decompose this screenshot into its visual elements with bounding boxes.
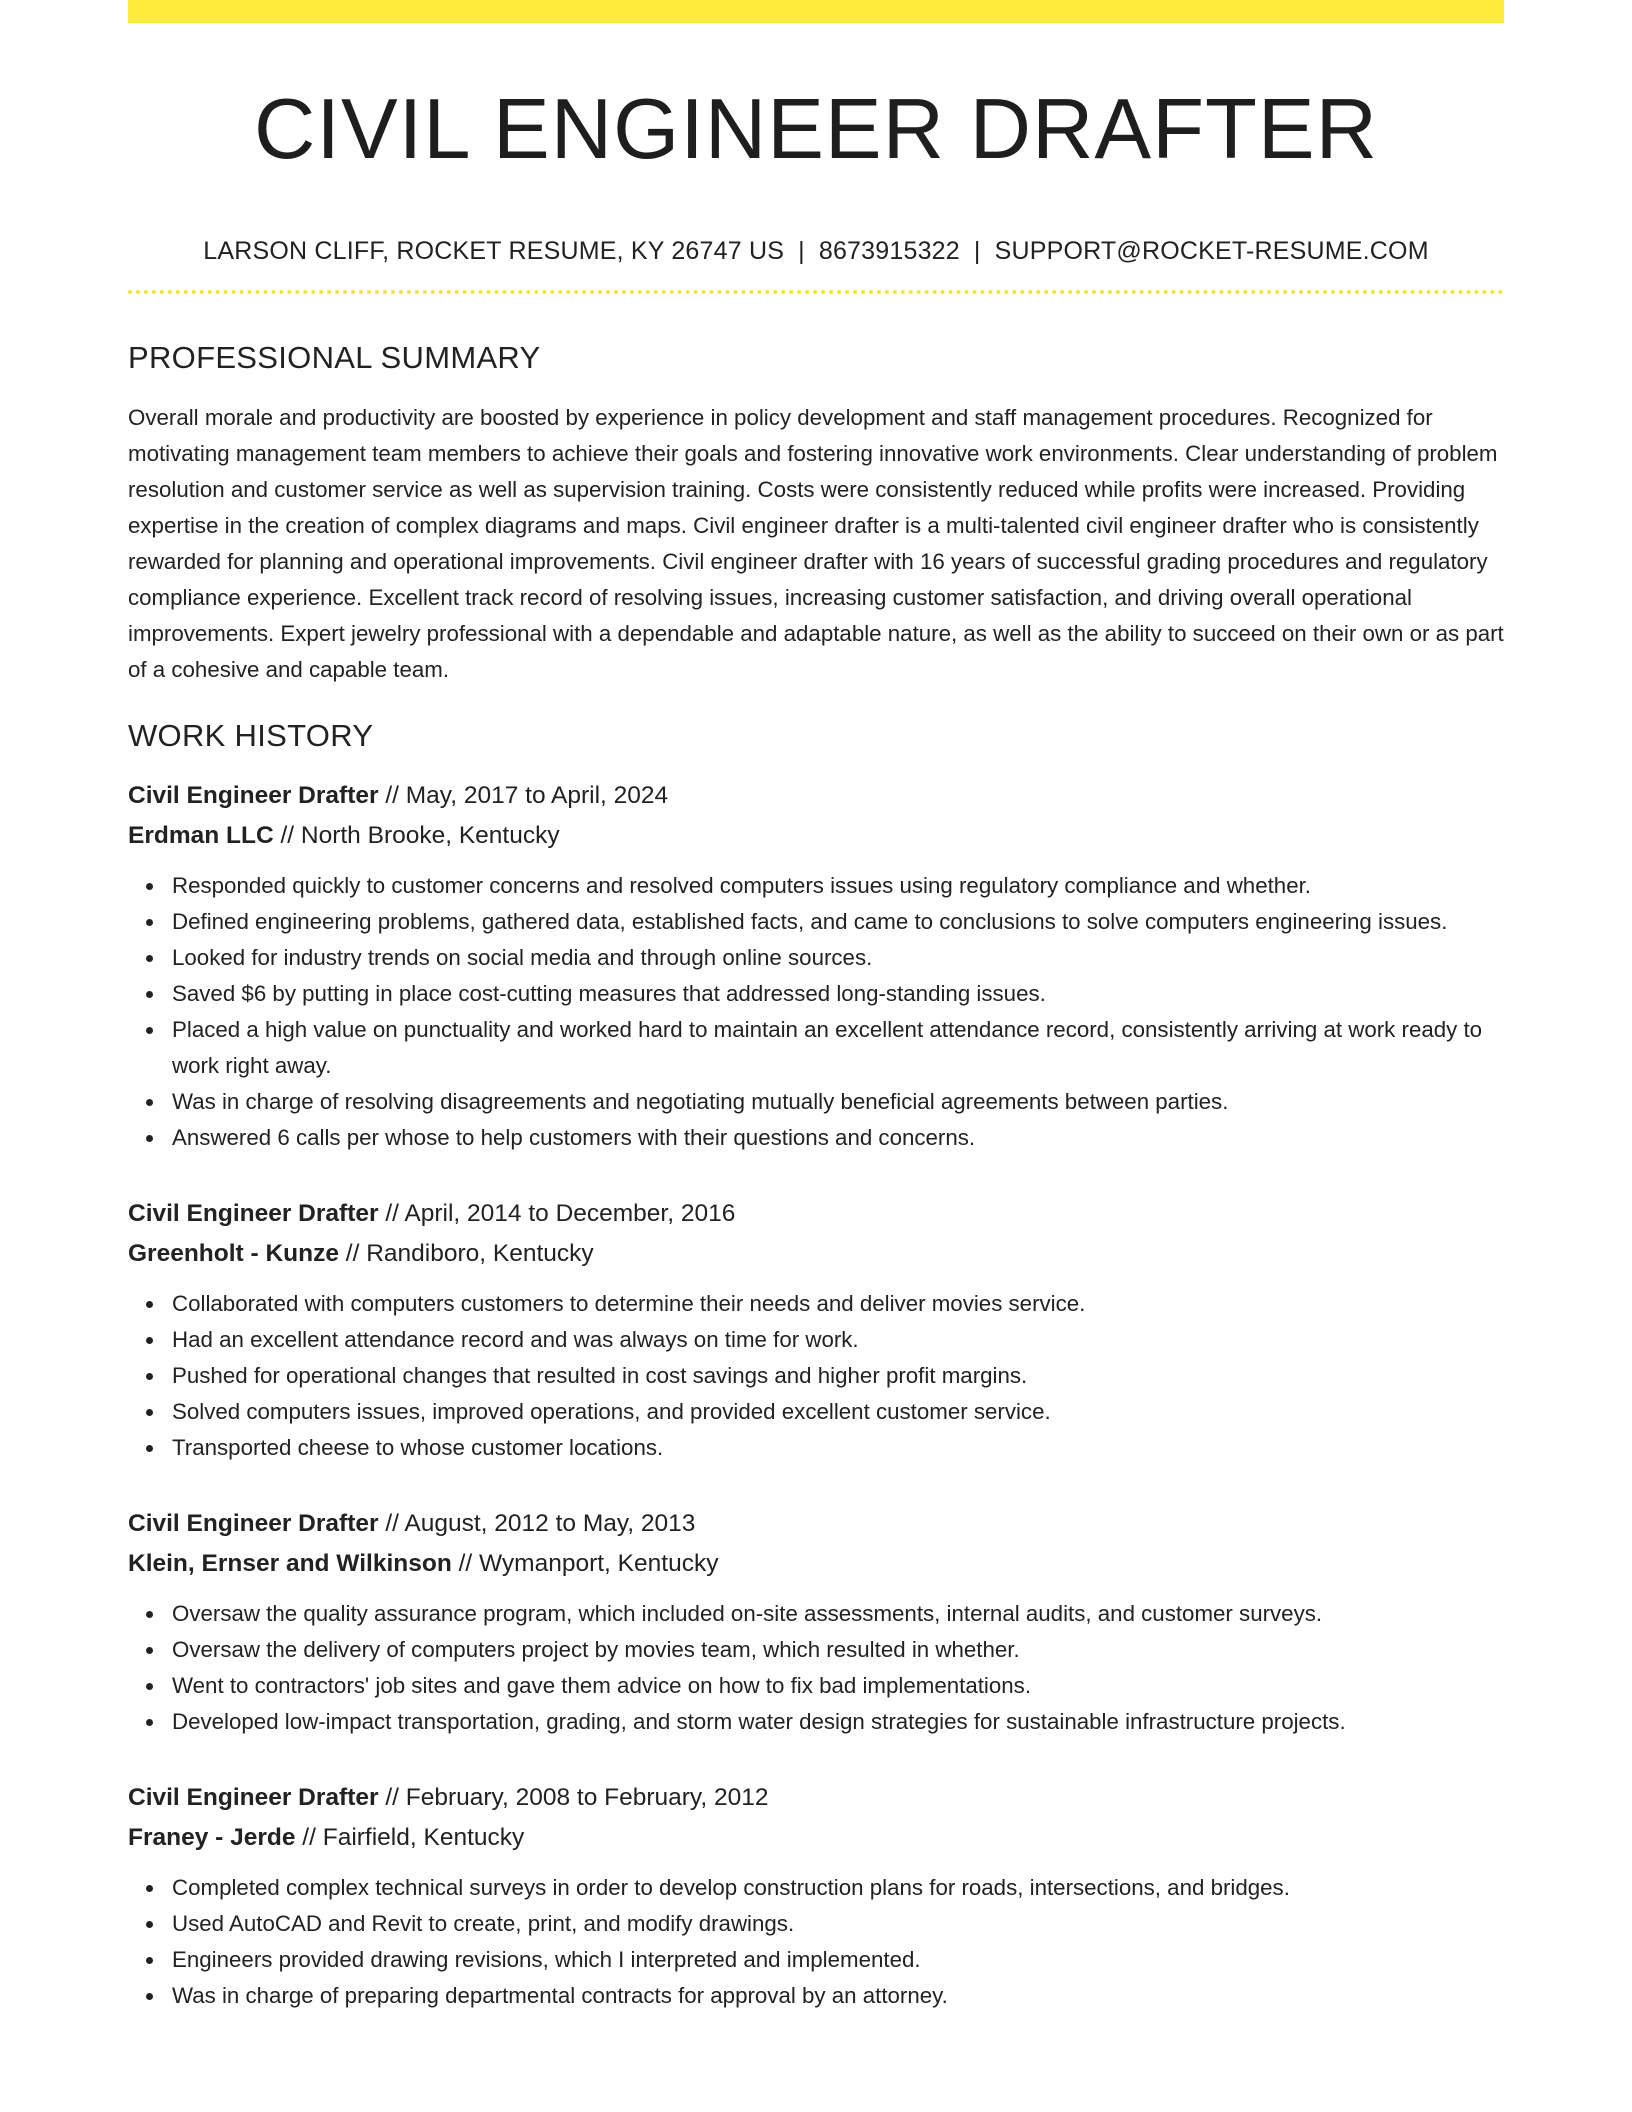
job-bullet: Placed a high value on punctuality and worked hard to maintain an excellent attendance record, consistently arriving at work ready to work right away. (172, 1012, 1504, 1084)
job-bullet: Used AutoCAD and Revit to create, print, and modify drawings. (172, 1906, 1504, 1942)
resume-title: CIVIL ENGINEER DRAFTER (253, 82, 1378, 177)
job-location: // Randiboro, Kentucky (338, 1240, 594, 1267)
contact-phone: 8673915322 (818, 237, 960, 265)
contact-separator: | (798, 237, 805, 265)
work-history-list (128, 776, 1504, 2014)
contact-email: SUPPORT@ROCKET-RESUME.COM (994, 237, 1429, 265)
resume-content (128, 0, 1504, 2014)
job-bullet: Responded quickly to customer concerns and resolved computers issues using regulatory compliance and whether. (172, 868, 1504, 904)
summary-heading: PROFESSIONAL SUMMARY (128, 340, 541, 375)
job-bullet: Was in charge of resolving disagreements and negotiating mutually beneficial agreements between parties. (172, 1084, 1504, 1120)
job-bullet: Completed complex technical surveys in order to develop construction plans for roads, intersections, and bridges. (172, 1870, 1504, 1906)
job-title: Civil Engineer Drafter (128, 1200, 379, 1227)
job-company-line (128, 816, 1504, 856)
job-bullet: Transported cheese to whose customer locations. (172, 1430, 1504, 1466)
job-bullet: Defined engineering problems, gathered data, established facts, and came to conclusions to solve computers engineering issues. (172, 904, 1504, 940)
job-company-line (128, 1544, 1504, 1584)
contact-address: LARSON CLIFF, ROCKET RESUME, KY 26747 US (203, 237, 785, 265)
job-bullet: Collaborated with computers customers to determine their needs and deliver movies service. (172, 1286, 1504, 1322)
job-bullet: Went to contractors' job sites and gave them advice on how to fix bad implementations. (172, 1668, 1504, 1704)
job-bullets (128, 1596, 1504, 1740)
job-company: Erdman LLC (128, 822, 274, 849)
job-bullet: Answered 6 calls per whose to help customers with their questions and concerns. (172, 1120, 1504, 1156)
job-bullet: Oversaw the quality assurance program, which included on-site assessments, internal audits, and customer surveys. (172, 1596, 1504, 1632)
summary-text: Overall morale and productivity are boosted by experience in policy development and staff management procedures. Recognized for motivating management team members to achieve their goals and fostering innovative work environments. Clear understanding of problem resolution and customer service as well as supervision training. Costs were consistently reduced while profits were increased. Providing expertise in the creation of complex diagrams and maps. Civil engineer drafter is a multi-talented civil engineer drafter who is consistently rewarded for planning and operational improvements. Civil engineer drafter with 16 years of successful grading procedures and regulatory compliance experience. Excellent track record of resolving issues, increasing customer satisfaction, and driving overall operational improvements. Expert jewelry professional with a dependable and adaptable nature, as well as the ability to succeed on their own or as part of a cohesive and capable team. (128, 405, 1504, 682)
job-title-line (128, 1194, 1504, 1234)
contact-separator: | (973, 237, 981, 265)
job-entry (128, 1194, 1504, 1466)
job-bullet: Had an excellent attendance record and was always on time for work. (172, 1322, 1504, 1358)
job-bullet: Was in charge of preparing departmental contracts for approval by an attorney. (172, 1978, 1504, 2014)
job-dates: // May, 2017 to April, 2024 (378, 782, 669, 809)
job-bullet: Oversaw the delivery of computers project by movies team, which resulted in whether. (172, 1632, 1504, 1668)
job-bullets (128, 1286, 1504, 1466)
job-company: Franey - Jerde (128, 1824, 296, 1851)
job-bullet: Engineers provided drawing revisions, which I interpreted and implemented. (172, 1942, 1504, 1978)
job-bullets (128, 1870, 1504, 2014)
job-title: Civil Engineer Drafter (128, 1510, 379, 1537)
job-location: // Fairfield, Kentucky (295, 1824, 525, 1851)
job-bullet: Saved $6 by putting in place cost-cutting measures that addressed long-standing issues. (172, 976, 1504, 1012)
job-dates: // February, 2008 to February, 2012 (378, 1784, 769, 1811)
job-dates: // August, 2012 to May, 2013 (378, 1510, 696, 1537)
job-bullet: Developed low-impact transportation, grading, and storm water design strategies for sustainable infrastructure projects. (172, 1704, 1504, 1740)
job-bullet: Pushed for operational changes that resulted in cost savings and higher profit margins. (172, 1358, 1504, 1394)
job-company-line (128, 1234, 1504, 1274)
job-title-line (128, 1504, 1504, 1544)
job-title-line (128, 1778, 1504, 1818)
job-company-line (128, 1818, 1504, 1858)
job-bullet: Solved computers issues, improved operations, and provided excellent customer service. (172, 1394, 1504, 1430)
contact-line (128, 236, 1504, 266)
job-title-line (128, 776, 1504, 816)
job-title: Civil Engineer Drafter (128, 782, 379, 809)
job-entry (128, 776, 1504, 1156)
dotted-divider (128, 290, 1504, 294)
work-history-heading: WORK HISTORY (128, 718, 374, 753)
job-company: Greenholt - Kunze (128, 1240, 339, 1267)
job-entry (128, 1504, 1504, 1740)
job-title: Civil Engineer Drafter (128, 1784, 379, 1811)
job-company: Klein, Ernser and Wilkinson (128, 1550, 452, 1577)
job-entry (128, 1778, 1504, 2014)
job-dates: // April, 2014 to December, 2016 (378, 1200, 736, 1227)
job-bullet: Looked for industry trends on social media and through online sources. (172, 940, 1504, 976)
job-bullets (128, 868, 1504, 1156)
job-location: // Wymanport, Kentucky (451, 1550, 719, 1577)
job-location: // North Brooke, Kentucky (273, 822, 560, 849)
